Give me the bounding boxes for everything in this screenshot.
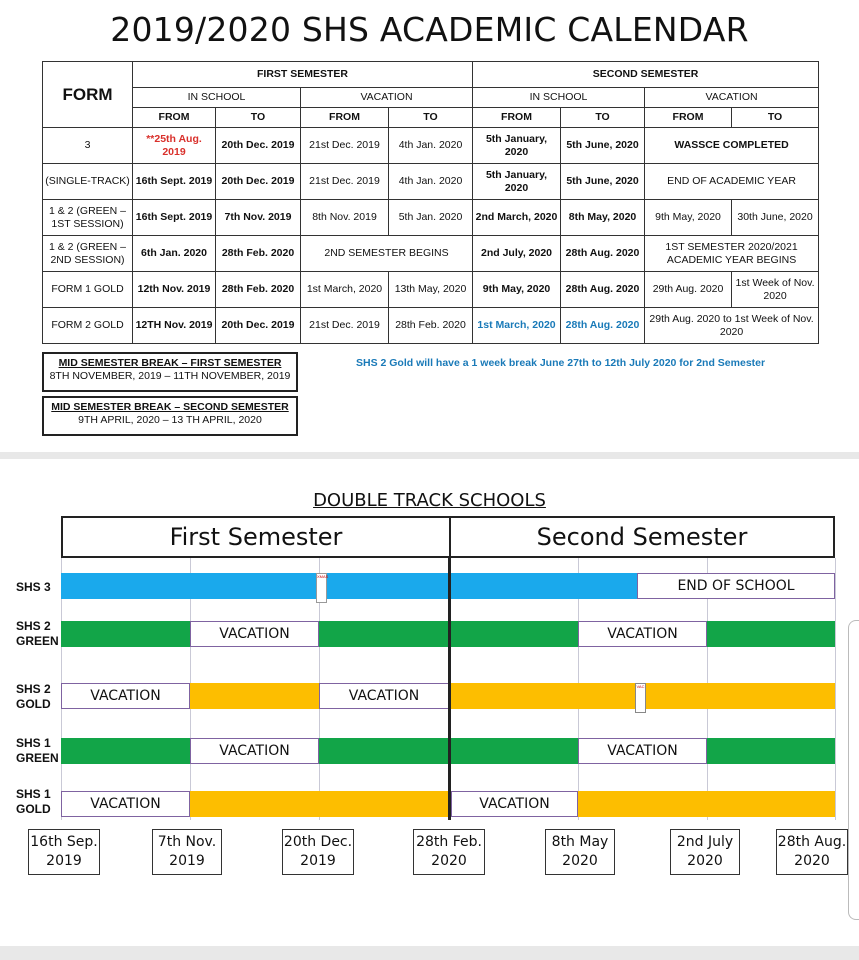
table-cell: 1ST SEMESTER 2020/2021 ACADEMIC YEAR BEGINS [645, 236, 819, 272]
table-row [43, 164, 819, 200]
shs2-green-bar [319, 621, 449, 647]
date-label: 2nd July 2020 [670, 829, 740, 875]
table-cell: 20th Dec. 2019 [216, 308, 301, 344]
table-cell: 1st March, 2020 [301, 272, 389, 308]
table-cell: 28th Aug. 2020 [561, 308, 645, 344]
shs1-green-bar [319, 738, 449, 764]
table-cell: 1st March, 2020 [473, 308, 561, 344]
table-cell: 28th Aug. 2020 [561, 272, 645, 308]
table-cell: END OF ACADEMIC YEAR [645, 164, 819, 200]
table-cell: 21st Dec. 2019 [301, 308, 389, 344]
calendar-table [42, 61, 819, 344]
table-cell: 16th Sept. 2019 [133, 164, 216, 200]
shs2-gold-bar [190, 683, 319, 709]
table-cell: 8th May, 2020 [561, 200, 645, 236]
shs1-green-bar [451, 738, 578, 764]
shs1-gold-vacation: VACATION [451, 791, 578, 817]
table-cell: 28th Feb. 2020 [216, 272, 301, 308]
gold-break-note: SHS 2 Gold will have a 1 week break June 27th to 12th July 2020 for 2nd Semester [356, 357, 766, 369]
table-cell: 2nd July, 2020 [473, 236, 561, 272]
mid1-title: MID SEMESTER BREAK – FIRST SEMESTER [58, 357, 282, 369]
shs1-green-vacation: VACATION [190, 738, 319, 764]
date-label: 28th Feb. 2020 [413, 829, 485, 875]
shs2-green-vacation: VACATION [578, 621, 707, 647]
shs1-gold-bar [578, 791, 835, 817]
second-semester-header: SECOND SEMESTER [473, 62, 819, 88]
form-cell: FORM 2 GOLD [43, 308, 133, 344]
table-cell: 5th Jan. 2020 [389, 200, 473, 236]
table-row [43, 236, 819, 272]
from-header: FROM [133, 108, 216, 128]
table-cell: WASSCE COMPLETED [645, 128, 819, 164]
table-cell: 12TH Nov. 2019 [133, 308, 216, 344]
form-cell: (SINGLE-TRACK) [43, 164, 133, 200]
table-cell: 21st Dec. 2019 [301, 128, 389, 164]
shs2-gold-vacation: VACATION [319, 683, 449, 709]
table-row [43, 128, 819, 164]
page-title: 2019/2020 SHS ACADEMIC CALENDAR [110, 10, 749, 49]
shs2-green-bar [61, 621, 190, 647]
form-cell: FORM 1 GOLD [43, 272, 133, 308]
table-cell: 29th Aug. 2020 [645, 272, 732, 308]
table-cell: 4th Jan. 2020 [389, 164, 473, 200]
date-label: 7th Nov. 2019 [152, 829, 222, 875]
first-semester-header: FIRST SEMESTER [133, 62, 473, 88]
date-label: 16th Sep. 2019 [28, 829, 100, 875]
shs2-green-bar [707, 621, 835, 647]
double-track-title: DOUBLE TRACK SCHOOLS [313, 490, 546, 511]
table-cell: 6th Jan. 2020 [133, 236, 216, 272]
vacation-header: VACATION [301, 88, 473, 108]
table-cell: 21st Dec. 2019 [301, 164, 389, 200]
table-cell: 20th Dec. 2019 [216, 128, 301, 164]
shs2-gold-vacation: VACATION [61, 683, 190, 709]
table-cell: 8th Nov. 2019 [301, 200, 389, 236]
first-semester-heading: First Semester [61, 516, 451, 558]
mid-semester-break-first [42, 352, 298, 392]
from-header: FROM [473, 108, 561, 128]
shs1-green-bar [707, 738, 835, 764]
mid2-title: MID SEMESTER BREAK – SECOND SEMESTER [51, 401, 289, 413]
second-semester-heading: Second Semester [449, 516, 835, 558]
form-cell: 1 & 2 (GREEN – 1ST SESSION) [43, 200, 133, 236]
shs1-green-bar [61, 738, 190, 764]
table-cell: 7th Nov. 2019 [216, 200, 301, 236]
xmas-marker: XMAS [316, 573, 327, 603]
table-cell: 5th June, 2020 [561, 128, 645, 164]
shs2-green-vacation: VACATION [190, 621, 319, 647]
table-cell: 30th June, 2020 [732, 200, 819, 236]
vac-marker: VAC [635, 683, 646, 713]
table-row [43, 200, 819, 236]
vacation-header: VACATION [645, 88, 819, 108]
table-cell: 13th May, 2020 [389, 272, 473, 308]
table-cell: 5th January, 2020 [473, 128, 561, 164]
date-label: 28th Aug. 2020 [776, 829, 848, 875]
table-cell: 12th Nov. 2019 [133, 272, 216, 308]
table-cell: 5th June, 2020 [561, 164, 645, 200]
semester-divider [448, 558, 451, 820]
table-cell: **25th Aug. 2019 [133, 128, 216, 164]
divider [0, 452, 859, 459]
table-cell: 1st Week of Nov. 2020 [732, 272, 819, 308]
shs1-gold-bar [190, 791, 449, 817]
row-label-shs1-gold: SHS 1 GOLD [16, 787, 51, 816]
gridline [835, 558, 836, 820]
form-header: FORM [43, 62, 133, 128]
in-school-header: IN SCHOOL [133, 88, 301, 108]
shs3-end-of-school: END OF SCHOOL [637, 573, 835, 599]
row-label-shs2-green: SHS 2 GREEN [16, 619, 59, 648]
in-school-header: IN SCHOOL [473, 88, 645, 108]
from-header: FROM [645, 108, 732, 128]
table-cell: 4th Jan. 2020 [389, 128, 473, 164]
to-header: TO [389, 108, 473, 128]
table-cell: 20th Dec. 2019 [216, 164, 301, 200]
form-cell: 3 [43, 128, 133, 164]
scrollbar[interactable] [848, 620, 859, 920]
divider [0, 946, 859, 960]
mid2-dates: 9TH APRIL, 2020 – 13 TH APRIL, 2020 [78, 414, 262, 426]
table-cell: 28th Aug. 2020 [561, 236, 645, 272]
table-cell: 28th Feb. 2020 [216, 236, 301, 272]
row-label-shs2-gold: SHS 2 GOLD [16, 682, 51, 711]
shs1-green-vacation: VACATION [578, 738, 707, 764]
mid-semester-break-second [42, 396, 298, 436]
table-row [43, 308, 819, 344]
table-cell: 2nd March, 2020 [473, 200, 561, 236]
to-header: TO [561, 108, 645, 128]
table-cell: 2ND SEMESTER BEGINS [301, 236, 473, 272]
to-header: TO [216, 108, 301, 128]
mid1-dates: 8TH NOVEMBER, 2019 – 11TH NOVEMBER, 2019 [49, 370, 291, 382]
table-cell: 9th May, 2020 [473, 272, 561, 308]
table-row [43, 272, 819, 308]
from-header: FROM [301, 108, 389, 128]
table-cell: 28th Feb. 2020 [389, 308, 473, 344]
shs3-in-school-bar [61, 573, 637, 599]
table-cell: 5th January, 2020 [473, 164, 561, 200]
to-header: TO [732, 108, 819, 128]
table-cell: 9th May, 2020 [645, 200, 732, 236]
date-label: 20th Dec. 2019 [282, 829, 354, 875]
shs2-green-bar [451, 621, 578, 647]
shs1-gold-vacation: VACATION [61, 791, 190, 817]
row-label-shs3: SHS 3 [16, 580, 51, 594]
table-cell: 16th Sept. 2019 [133, 200, 216, 236]
table-cell: 29th Aug. 2020 to 1st Week of Nov. 2020 [645, 308, 819, 344]
row-label-shs1-green: SHS 1 GREEN [16, 736, 59, 765]
date-label: 8th May 2020 [545, 829, 615, 875]
form-cell: 1 & 2 (GREEN – 2ND SESSION) [43, 236, 133, 272]
